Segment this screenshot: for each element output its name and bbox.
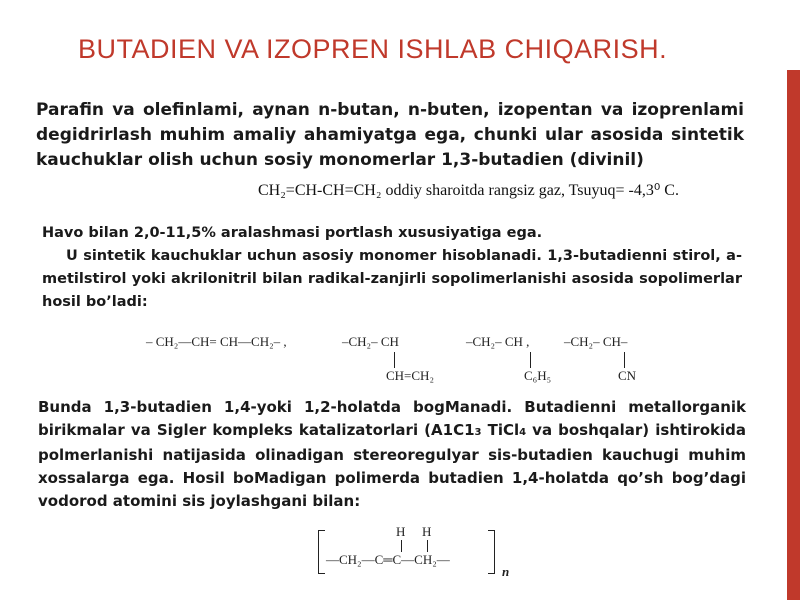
- bond-left: [401, 540, 402, 552]
- phenyl-substituent: C₆H₅: [524, 368, 552, 383]
- monomer-units-diagram: [146, 330, 666, 390]
- vinyl-bond: [394, 352, 395, 368]
- bracket-left: [318, 530, 325, 574]
- acrylonitrile-unit: –CH₂– CH–: [564, 334, 628, 349]
- polymerization-text-c: va boshqalar) ishtirokida polmerlanishi natijasida olinadigan stereoregulyar sis-butadien kauchugi muhim xossalarga ega. Hosil boMadigan polimerda butadien 1,4-holatda qo’sh bog’dagi vodorod atomini sis joylashgani bilan:: [38, 421, 746, 510]
- butadiene-formula-line: CH₂=CH-CH=CH₂ oddiy sharoitda rangsiz gaz, Tsuyuq= -4,3⁰ C.: [252, 180, 685, 200]
- polymerization-paragraph: [38, 396, 746, 513]
- cis-polybutadiene-structure: [312, 524, 522, 580]
- styrene-bond: [530, 352, 531, 368]
- hydrogen-left: H: [396, 524, 406, 539]
- subscript-4: 4: [519, 427, 527, 438]
- vinyl-unit: –CH₂– CH: [342, 334, 399, 349]
- repeat-n: n: [502, 564, 510, 579]
- nitrile-substituent: CN: [618, 368, 637, 383]
- bond-right: [427, 540, 428, 552]
- subscript-3: 3: [474, 427, 482, 438]
- bracket-right: [488, 530, 495, 574]
- accent-bar: [787, 70, 800, 600]
- polymerization-text-b: TiCl: [481, 421, 520, 439]
- nitrile-bond: [624, 352, 625, 368]
- hydrogen-right: H: [422, 524, 432, 539]
- butadiene-unit: – CH₂—CH= CH—CH₂– ,: [146, 334, 287, 349]
- vinyl-substituent: CH=CH₂: [386, 368, 434, 383]
- styrene-unit: –CH₂– CH ,: [466, 334, 530, 349]
- explosive-mixture-line: Havo bilan 2,0-11,5% aralashmasi portlash xususiyatiga ega.: [42, 225, 543, 241]
- polymerization-text-a: Bunda 1,3-butadien 1,4-yoki 1,2-holatda bogManadi. Butadienni metallorganik birikmalar va Sigler kompleks katalizatorlari (A1C1: [38, 398, 746, 439]
- slide-title: BUTADIEN VA IZOPREN ISHLAB CHIQARISH.: [78, 34, 668, 64]
- copolymer-text: U sintetik kauchuklar uchun asosiy monomer hisoblanadi. 1,3-butadienni stirol, a-metilstirol yoki akrilonitril bilan radikal-zanjirli sopolimerlanishi asosida sopolimerlar hosil bo’ladi:: [42, 248, 742, 310]
- properties-paragraph: [42, 222, 742, 314]
- intro-paragraph: Parafin va olefinlami, aynan n-butan, n-buten, izopentan va izoprenlami degidrirlash muhim amaliy ahamiyatga ega, chunki ular asosida sintetik kauchuklar olish uchun sosiy monomerlar 1,3-butadien (divinil): [36, 100, 744, 170]
- polymer-chain: —CH₂—C═C—CH₂—: [326, 552, 450, 567]
